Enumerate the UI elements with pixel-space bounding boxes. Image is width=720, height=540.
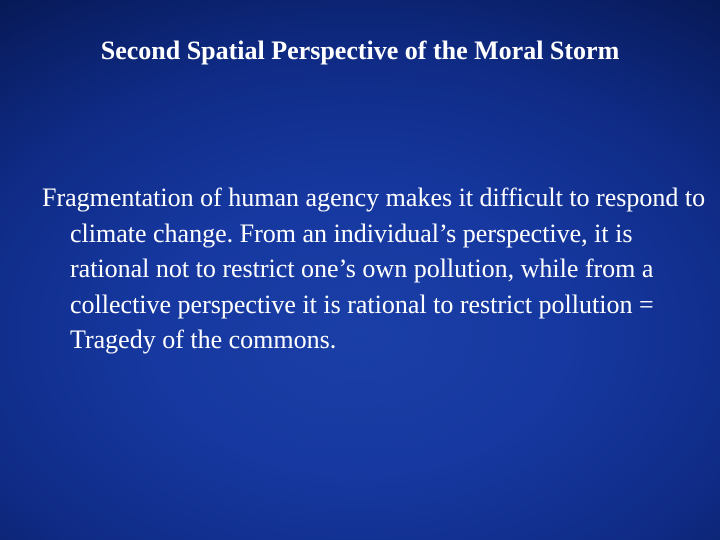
slide-body-text: Fragmentation of human agency makes it difficult to respond to climate change. From an individual’s perspective, it is rational not to restrict one’s own pollution, while from a collective perspective it is rational to restrict pollution = Tragedy of the commons. [42,183,706,355]
slide-title: Second Spatial Perspective of the Moral Storm [100,36,620,65]
